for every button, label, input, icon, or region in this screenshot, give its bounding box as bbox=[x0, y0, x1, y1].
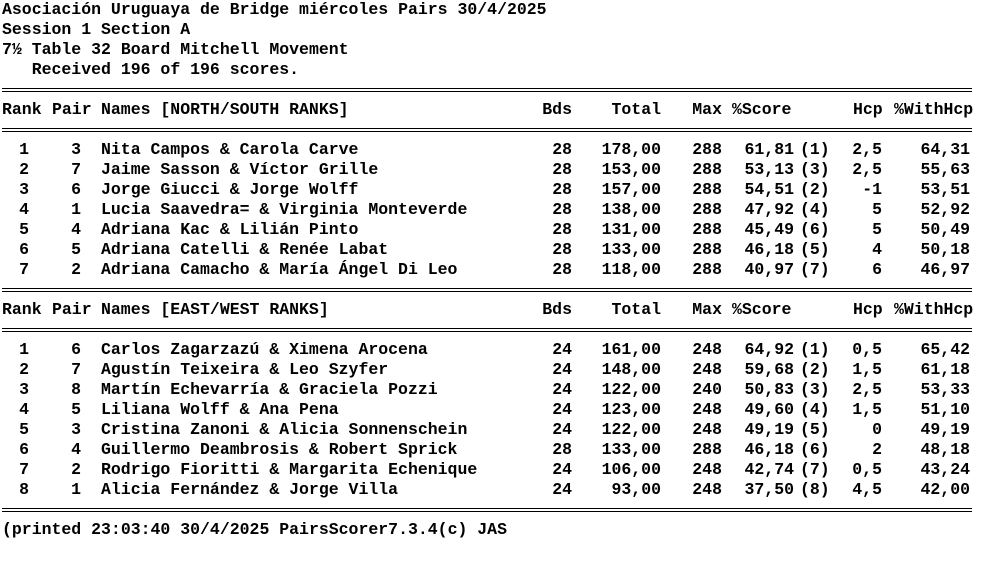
score-rank-cell: (2) bbox=[800, 180, 830, 199]
score-rank-cell: (1) bbox=[800, 140, 830, 159]
column-header-bds: Bds bbox=[542, 100, 572, 119]
withhcp-cell: 53,51 bbox=[920, 180, 970, 199]
withhcp-cell: 52,92 bbox=[920, 200, 970, 219]
column-header-max: Max bbox=[692, 300, 722, 319]
total-cell: 153,00 bbox=[601, 160, 661, 179]
hcp-cell: 6 bbox=[872, 260, 882, 279]
score-cell: 59,68 bbox=[744, 360, 794, 379]
score-cell: 37,50 bbox=[744, 480, 794, 499]
score-cell: 40,97 bbox=[744, 260, 794, 279]
names-cell: Adriana Kac & Lilián Pinto bbox=[101, 220, 359, 239]
max-cell: 288 bbox=[692, 140, 722, 159]
bds-cell: 24 bbox=[552, 420, 572, 439]
score-cell: 49,19 bbox=[744, 420, 794, 439]
score-rank-cell: (1) bbox=[800, 340, 830, 359]
names-cell: Martín Echevarría & Graciela Pozzi bbox=[101, 380, 438, 399]
bds-cell: 28 bbox=[552, 220, 572, 239]
score-cell: 46,18 bbox=[744, 240, 794, 259]
column-header-hcp: Hcp bbox=[853, 100, 883, 119]
names-cell: Cristina Zanoni & Alicia Sonnenschein bbox=[101, 420, 468, 439]
names-cell: Jaime Sasson & Víctor Grille bbox=[101, 160, 379, 179]
report-title: Asociación Uruguaya de Bridge miércoles Pairs 30/4/2025 bbox=[2, 0, 547, 19]
rank-cell: 6 bbox=[19, 240, 29, 259]
printed-footer: (printed 23:03:40 30/4/2025 PairsScorer7.3.4(c) JAS bbox=[2, 520, 507, 539]
total-cell: 131,00 bbox=[601, 220, 661, 239]
hcp-cell: 4 bbox=[872, 240, 882, 259]
total-cell: 178,00 bbox=[601, 140, 661, 159]
names-cell: Liliana Wolff & Ana Pena bbox=[101, 400, 339, 419]
names-cell: Nita Campos & Carola Carve bbox=[101, 140, 359, 159]
max-cell: 288 bbox=[692, 440, 722, 459]
table-row bbox=[2, 260, 1006, 280]
separator-double bbox=[2, 280, 1006, 300]
max-cell: 240 bbox=[692, 380, 722, 399]
score-rank-cell: (6) bbox=[800, 440, 830, 459]
max-cell: 248 bbox=[692, 400, 722, 419]
score-cell: 61,81 bbox=[744, 140, 794, 159]
total-cell: 118,00 bbox=[601, 260, 661, 279]
score-cell: 53,13 bbox=[744, 160, 794, 179]
hcp-cell: 0 bbox=[872, 420, 882, 439]
rank-cell: 1 bbox=[19, 340, 29, 359]
score-rank-cell: (7) bbox=[800, 260, 830, 279]
pair-cell: 2 bbox=[71, 260, 81, 279]
names-cell: Alicia Fernández & Jorge Villa bbox=[101, 480, 399, 499]
rank-cell: 8 bbox=[19, 480, 29, 499]
score-rank-cell: (5) bbox=[800, 420, 830, 439]
names-cell: Jorge Giucci & Jorge Wolff bbox=[101, 180, 359, 199]
table-row bbox=[2, 240, 1006, 260]
table-row bbox=[2, 400, 1006, 420]
column-header-pair: Pair bbox=[52, 100, 92, 119]
bds-cell: 28 bbox=[552, 260, 572, 279]
pair-cell: 7 bbox=[71, 360, 81, 379]
table-header-row bbox=[2, 300, 1006, 320]
score-rank-cell: (8) bbox=[800, 480, 830, 499]
hcp-cell: 1,5 bbox=[852, 360, 882, 379]
separator-double bbox=[2, 120, 1006, 140]
bds-cell: 24 bbox=[552, 460, 572, 479]
column-header-names: Names [EAST/WEST RANKS] bbox=[101, 300, 329, 319]
pair-cell: 3 bbox=[71, 140, 81, 159]
withhcp-cell: 64,31 bbox=[920, 140, 970, 159]
total-cell: 161,00 bbox=[601, 340, 661, 359]
ranking-sections bbox=[2, 80, 1006, 520]
withhcp-cell: 51,10 bbox=[920, 400, 970, 419]
results-report bbox=[2, 0, 1006, 540]
column-header-withhcp: %WithHcp bbox=[894, 300, 974, 319]
withhcp-cell: 65,42 bbox=[920, 340, 970, 359]
hcp-cell: 4,5 bbox=[852, 480, 882, 499]
score-rank-cell: (3) bbox=[800, 160, 830, 179]
total-cell: 138,00 bbox=[601, 200, 661, 219]
max-cell: 248 bbox=[692, 460, 722, 479]
separator-double bbox=[2, 500, 1006, 520]
table-row bbox=[2, 140, 1006, 160]
table-row bbox=[2, 340, 1006, 360]
withhcp-cell: 42,00 bbox=[920, 480, 970, 499]
score-rank-cell: (4) bbox=[800, 200, 830, 219]
column-header-rank: Rank bbox=[2, 100, 42, 119]
pair-cell: 4 bbox=[71, 440, 81, 459]
total-cell: 133,00 bbox=[601, 440, 661, 459]
table-row bbox=[2, 460, 1006, 480]
withhcp-cell: 48,18 bbox=[920, 440, 970, 459]
pair-cell: 4 bbox=[71, 220, 81, 239]
table-row bbox=[2, 220, 1006, 240]
table-row bbox=[2, 380, 1006, 400]
max-cell: 288 bbox=[692, 180, 722, 199]
hcp-cell: 2,5 bbox=[852, 380, 882, 399]
hcp-cell: 0,5 bbox=[852, 460, 882, 479]
session-line: Session 1 Section A bbox=[2, 20, 191, 39]
rank-cell: 3 bbox=[19, 380, 29, 399]
movement-line: 7½ Table 32 Board Mitchell Movement bbox=[2, 40, 349, 59]
score-rank-cell: (3) bbox=[800, 380, 830, 399]
column-header-total: Total bbox=[611, 100, 661, 119]
bds-cell: 28 bbox=[552, 180, 572, 199]
withhcp-cell: 55,63 bbox=[920, 160, 970, 179]
hcp-cell: 2,5 bbox=[852, 160, 882, 179]
hcp-cell: 5 bbox=[872, 220, 882, 239]
withhcp-cell: 61,18 bbox=[920, 360, 970, 379]
column-header-hcp: Hcp bbox=[853, 300, 883, 319]
rank-cell: 5 bbox=[19, 420, 29, 439]
score-rank-cell: (4) bbox=[800, 400, 830, 419]
rank-cell: 4 bbox=[19, 200, 29, 219]
bds-cell: 28 bbox=[552, 240, 572, 259]
pair-cell: 6 bbox=[71, 340, 81, 359]
total-cell: 106,00 bbox=[601, 460, 661, 479]
pair-cell: 8 bbox=[71, 380, 81, 399]
hcp-cell: 1,5 bbox=[852, 400, 882, 419]
max-cell: 248 bbox=[692, 480, 722, 499]
total-cell: 93,00 bbox=[611, 480, 661, 499]
score-rank-cell: (5) bbox=[800, 240, 830, 259]
withhcp-cell: 53,33 bbox=[920, 380, 970, 399]
column-header-withhcp: %WithHcp bbox=[894, 100, 974, 119]
bds-cell: 28 bbox=[552, 200, 572, 219]
bds-cell: 24 bbox=[552, 340, 572, 359]
score-cell: 47,92 bbox=[744, 200, 794, 219]
bds-cell: 24 bbox=[552, 380, 572, 399]
score-cell: 42,74 bbox=[744, 460, 794, 479]
bds-cell: 24 bbox=[552, 480, 572, 499]
bds-cell: 28 bbox=[552, 160, 572, 179]
names-cell: Rodrigo Fioritti & Margarita Echenique bbox=[101, 460, 478, 479]
total-cell: 148,00 bbox=[601, 360, 661, 379]
total-cell: 133,00 bbox=[601, 240, 661, 259]
column-header-max: Max bbox=[692, 100, 722, 119]
table-header-row bbox=[2, 100, 1006, 120]
column-header-score: %Score bbox=[732, 300, 792, 319]
rank-cell: 6 bbox=[19, 440, 29, 459]
score-rank-cell: (7) bbox=[800, 460, 830, 479]
separator-double bbox=[2, 320, 1006, 340]
names-cell: Adriana Catelli & Renée Labat bbox=[101, 240, 389, 259]
names-cell: Agustín Teixeira & Leo Szyfer bbox=[101, 360, 389, 379]
total-cell: 123,00 bbox=[601, 400, 661, 419]
score-cell: 50,83 bbox=[744, 380, 794, 399]
max-cell: 288 bbox=[692, 220, 722, 239]
rank-cell: 2 bbox=[19, 360, 29, 379]
column-header-score: %Score bbox=[732, 100, 792, 119]
names-cell: Adriana Camacho & María Ángel Di Leo bbox=[101, 260, 458, 279]
received-line: Received 196 of 196 scores. bbox=[2, 60, 300, 79]
withhcp-cell: 50,49 bbox=[920, 220, 970, 239]
pair-cell: 2 bbox=[71, 460, 81, 479]
bds-cell: 28 bbox=[552, 440, 572, 459]
withhcp-cell: 43,24 bbox=[920, 460, 970, 479]
bds-cell: 28 bbox=[552, 140, 572, 159]
names-cell: Carlos Zagarzazú & Ximena Arocena bbox=[101, 340, 428, 359]
total-cell: 157,00 bbox=[601, 180, 661, 199]
pair-cell: 7 bbox=[71, 160, 81, 179]
score-cell: 45,49 bbox=[744, 220, 794, 239]
pair-cell: 3 bbox=[71, 420, 81, 439]
rank-cell: 7 bbox=[19, 460, 29, 479]
rank-cell: 3 bbox=[19, 180, 29, 199]
rank-cell: 1 bbox=[19, 140, 29, 159]
max-cell: 288 bbox=[692, 160, 722, 179]
rank-cell: 7 bbox=[19, 260, 29, 279]
hcp-cell: 5 bbox=[872, 200, 882, 219]
score-cell: 49,60 bbox=[744, 400, 794, 419]
pair-cell: 1 bbox=[71, 200, 81, 219]
rank-cell: 2 bbox=[19, 160, 29, 179]
pair-cell: 5 bbox=[71, 400, 81, 419]
table-row bbox=[2, 480, 1006, 500]
total-cell: 122,00 bbox=[601, 380, 661, 399]
max-cell: 248 bbox=[692, 420, 722, 439]
names-cell: Guillermo Deambrosis & Robert Sprick bbox=[101, 440, 458, 459]
names-cell: Lucia Saavedra= & Virginia Monteverde bbox=[101, 200, 468, 219]
score-rank-cell: (6) bbox=[800, 220, 830, 239]
max-cell: 288 bbox=[692, 200, 722, 219]
withhcp-cell: 50,18 bbox=[920, 240, 970, 259]
column-header-pair: Pair bbox=[52, 300, 92, 319]
table-row bbox=[2, 360, 1006, 380]
column-header-bds: Bds bbox=[542, 300, 572, 319]
bds-cell: 24 bbox=[552, 360, 572, 379]
hcp-cell: 2,5 bbox=[852, 140, 882, 159]
score-cell: 64,92 bbox=[744, 340, 794, 359]
withhcp-cell: 46,97 bbox=[920, 260, 970, 279]
table-row bbox=[2, 160, 1006, 180]
column-header-total: Total bbox=[611, 300, 661, 319]
table-row bbox=[2, 180, 1006, 200]
table-row bbox=[2, 420, 1006, 440]
max-cell: 288 bbox=[692, 260, 722, 279]
withhcp-cell: 49,19 bbox=[920, 420, 970, 439]
column-header-rank: Rank bbox=[2, 300, 42, 319]
score-rank-cell: (2) bbox=[800, 360, 830, 379]
separator-double bbox=[2, 80, 1006, 100]
score-cell: 54,51 bbox=[744, 180, 794, 199]
pair-cell: 1 bbox=[71, 480, 81, 499]
hcp-cell: 2 bbox=[872, 440, 882, 459]
max-cell: 288 bbox=[692, 240, 722, 259]
total-cell: 122,00 bbox=[601, 420, 661, 439]
score-cell: 46,18 bbox=[744, 440, 794, 459]
bds-cell: 24 bbox=[552, 400, 572, 419]
hcp-cell: 0,5 bbox=[852, 340, 882, 359]
table-row bbox=[2, 200, 1006, 220]
rank-cell: 5 bbox=[19, 220, 29, 239]
column-header-names: Names [NORTH/SOUTH RANKS] bbox=[101, 100, 349, 119]
hcp-cell: -1 bbox=[862, 180, 882, 199]
max-cell: 248 bbox=[692, 340, 722, 359]
pair-cell: 5 bbox=[71, 240, 81, 259]
pair-cell: 6 bbox=[71, 180, 81, 199]
max-cell: 248 bbox=[692, 360, 722, 379]
table-row bbox=[2, 440, 1006, 460]
rank-cell: 4 bbox=[19, 400, 29, 419]
